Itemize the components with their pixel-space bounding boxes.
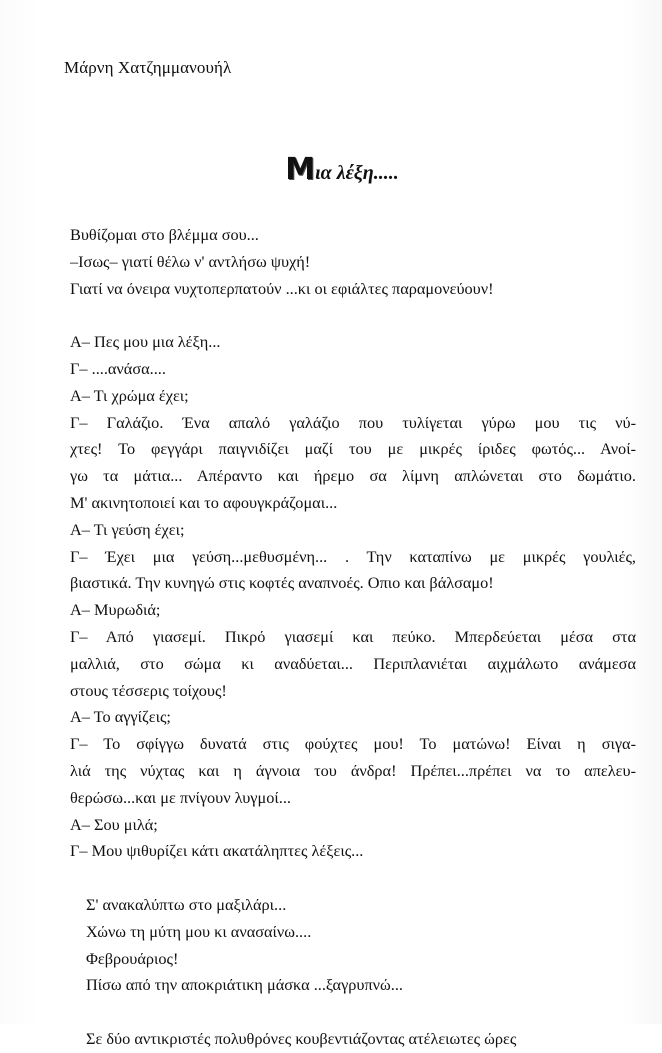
dialogue-line: Γ– Από γιασεμί. Πικρό γιασεμί και πεύκο. Μπερδεύεται μέσα στα bbox=[70, 626, 636, 646]
poem-body bbox=[70, 222, 636, 1053]
dialogue-line: Α– Τι χρώμα έχει; bbox=[70, 385, 189, 405]
dialogue-line: Α– Πες μου μια λέξη... bbox=[70, 332, 221, 352]
dialogue-line: στους τέσσερις τοίχους! bbox=[70, 680, 227, 700]
poem-line: Χώνω τη μύτη μου κι ανασαίνω.... bbox=[86, 921, 312, 941]
dialogue-line: βιαστικά. Την κυνηγώ στις κοφτές αναπνοές. Οπιο και βάλσαμο! bbox=[70, 573, 494, 593]
dialogue-line: μαλλιά, στο σώμα κι αναδύεται... Περιπλανιέται αιχμάλωτο ανάμεσα bbox=[70, 653, 636, 673]
stanza-break bbox=[70, 302, 636, 329]
poem-line: Φεβρουάριος! bbox=[86, 948, 179, 968]
stanza-break bbox=[70, 865, 636, 892]
dialogue-line: Α– Τι γεύση έχει; bbox=[70, 519, 185, 539]
title-rest: ια λέξη..... bbox=[315, 162, 399, 184]
dialogue-line: Γ– Γαλάζιο. Ένα απαλό γαλάζιο που τυλίγεται γύρω μου τις νύ- bbox=[70, 412, 636, 432]
dialogue-line: Γ– Έχει μια γεύση...μεθυσμένη... . Την καταπίνω με μικρές γουλιές, bbox=[70, 546, 636, 566]
dialogue-line: Γ– Το σφίγγω δυνατά στις φούχτες μου! Το ματώνω! Είναι η σιγα- bbox=[70, 734, 636, 754]
dialogue-line: χτες! Το φεγγάρι παιγνιδίζει μαζί του με μικρές ίριδες φωτός... Ανοί- bbox=[70, 439, 636, 459]
dialogue-line: Α– Σου μιλά; bbox=[70, 814, 158, 834]
dialogue-line: θερώσω...και με πνίγουν λυγμοί... bbox=[70, 787, 291, 807]
dialogue-line: Α– Το αγγίζεις; bbox=[70, 707, 171, 727]
stanza-break bbox=[70, 999, 636, 1026]
poem-line: Γιατί να όνειρα νυχτοπερπατούν ...κι οι εφιάλτες παραμονεύουν! bbox=[70, 278, 494, 298]
dialogue-line: Μ' ακινητοποιεί και το αφουγκράζομαι... bbox=[70, 492, 338, 512]
dialogue-line: Α– Μυρωδιά; bbox=[70, 600, 161, 620]
poem-line: –Ισως– γιατί θέλω ν' αντλήσω ψυχή! bbox=[70, 251, 311, 271]
poem-line: Πίσω από την αποκριάτικη μάσκα ...ξαγρυπνώ... bbox=[86, 975, 403, 995]
poem-title bbox=[0, 152, 662, 187]
title-initial: Μ bbox=[285, 152, 316, 187]
dialogue-line: γω τα μάτια... Απέραντο και ήρεμο σα λίμνη απλώνεται στο δωμάτιο. bbox=[70, 466, 636, 486]
poem-line: Σ' ανακαλύπτω στο μαξιλάρι... bbox=[86, 894, 287, 914]
dialogue-line: Γ– ....ανάσα.... bbox=[70, 358, 166, 378]
poem-line: Σε δύο αντικριστές πολυθρόνες κουβεντιάζοντας ατέλειωτες ώρες bbox=[86, 1028, 517, 1048]
running-header-author: Μάρνη Χατζημμανουήλ bbox=[64, 58, 232, 77]
poem-line: Βυθίζομαι στο βλέμμα σου... bbox=[70, 225, 259, 244]
dialogue-line: Γ– Μου ψιθυρίζει κάτι ακατάληπτες λέξεις... bbox=[70, 841, 364, 861]
dialogue-line: λιά της νύχτας και η άγνοια του άνδρα! Πρέπει...πρέπει να το απελευ- bbox=[70, 760, 636, 780]
